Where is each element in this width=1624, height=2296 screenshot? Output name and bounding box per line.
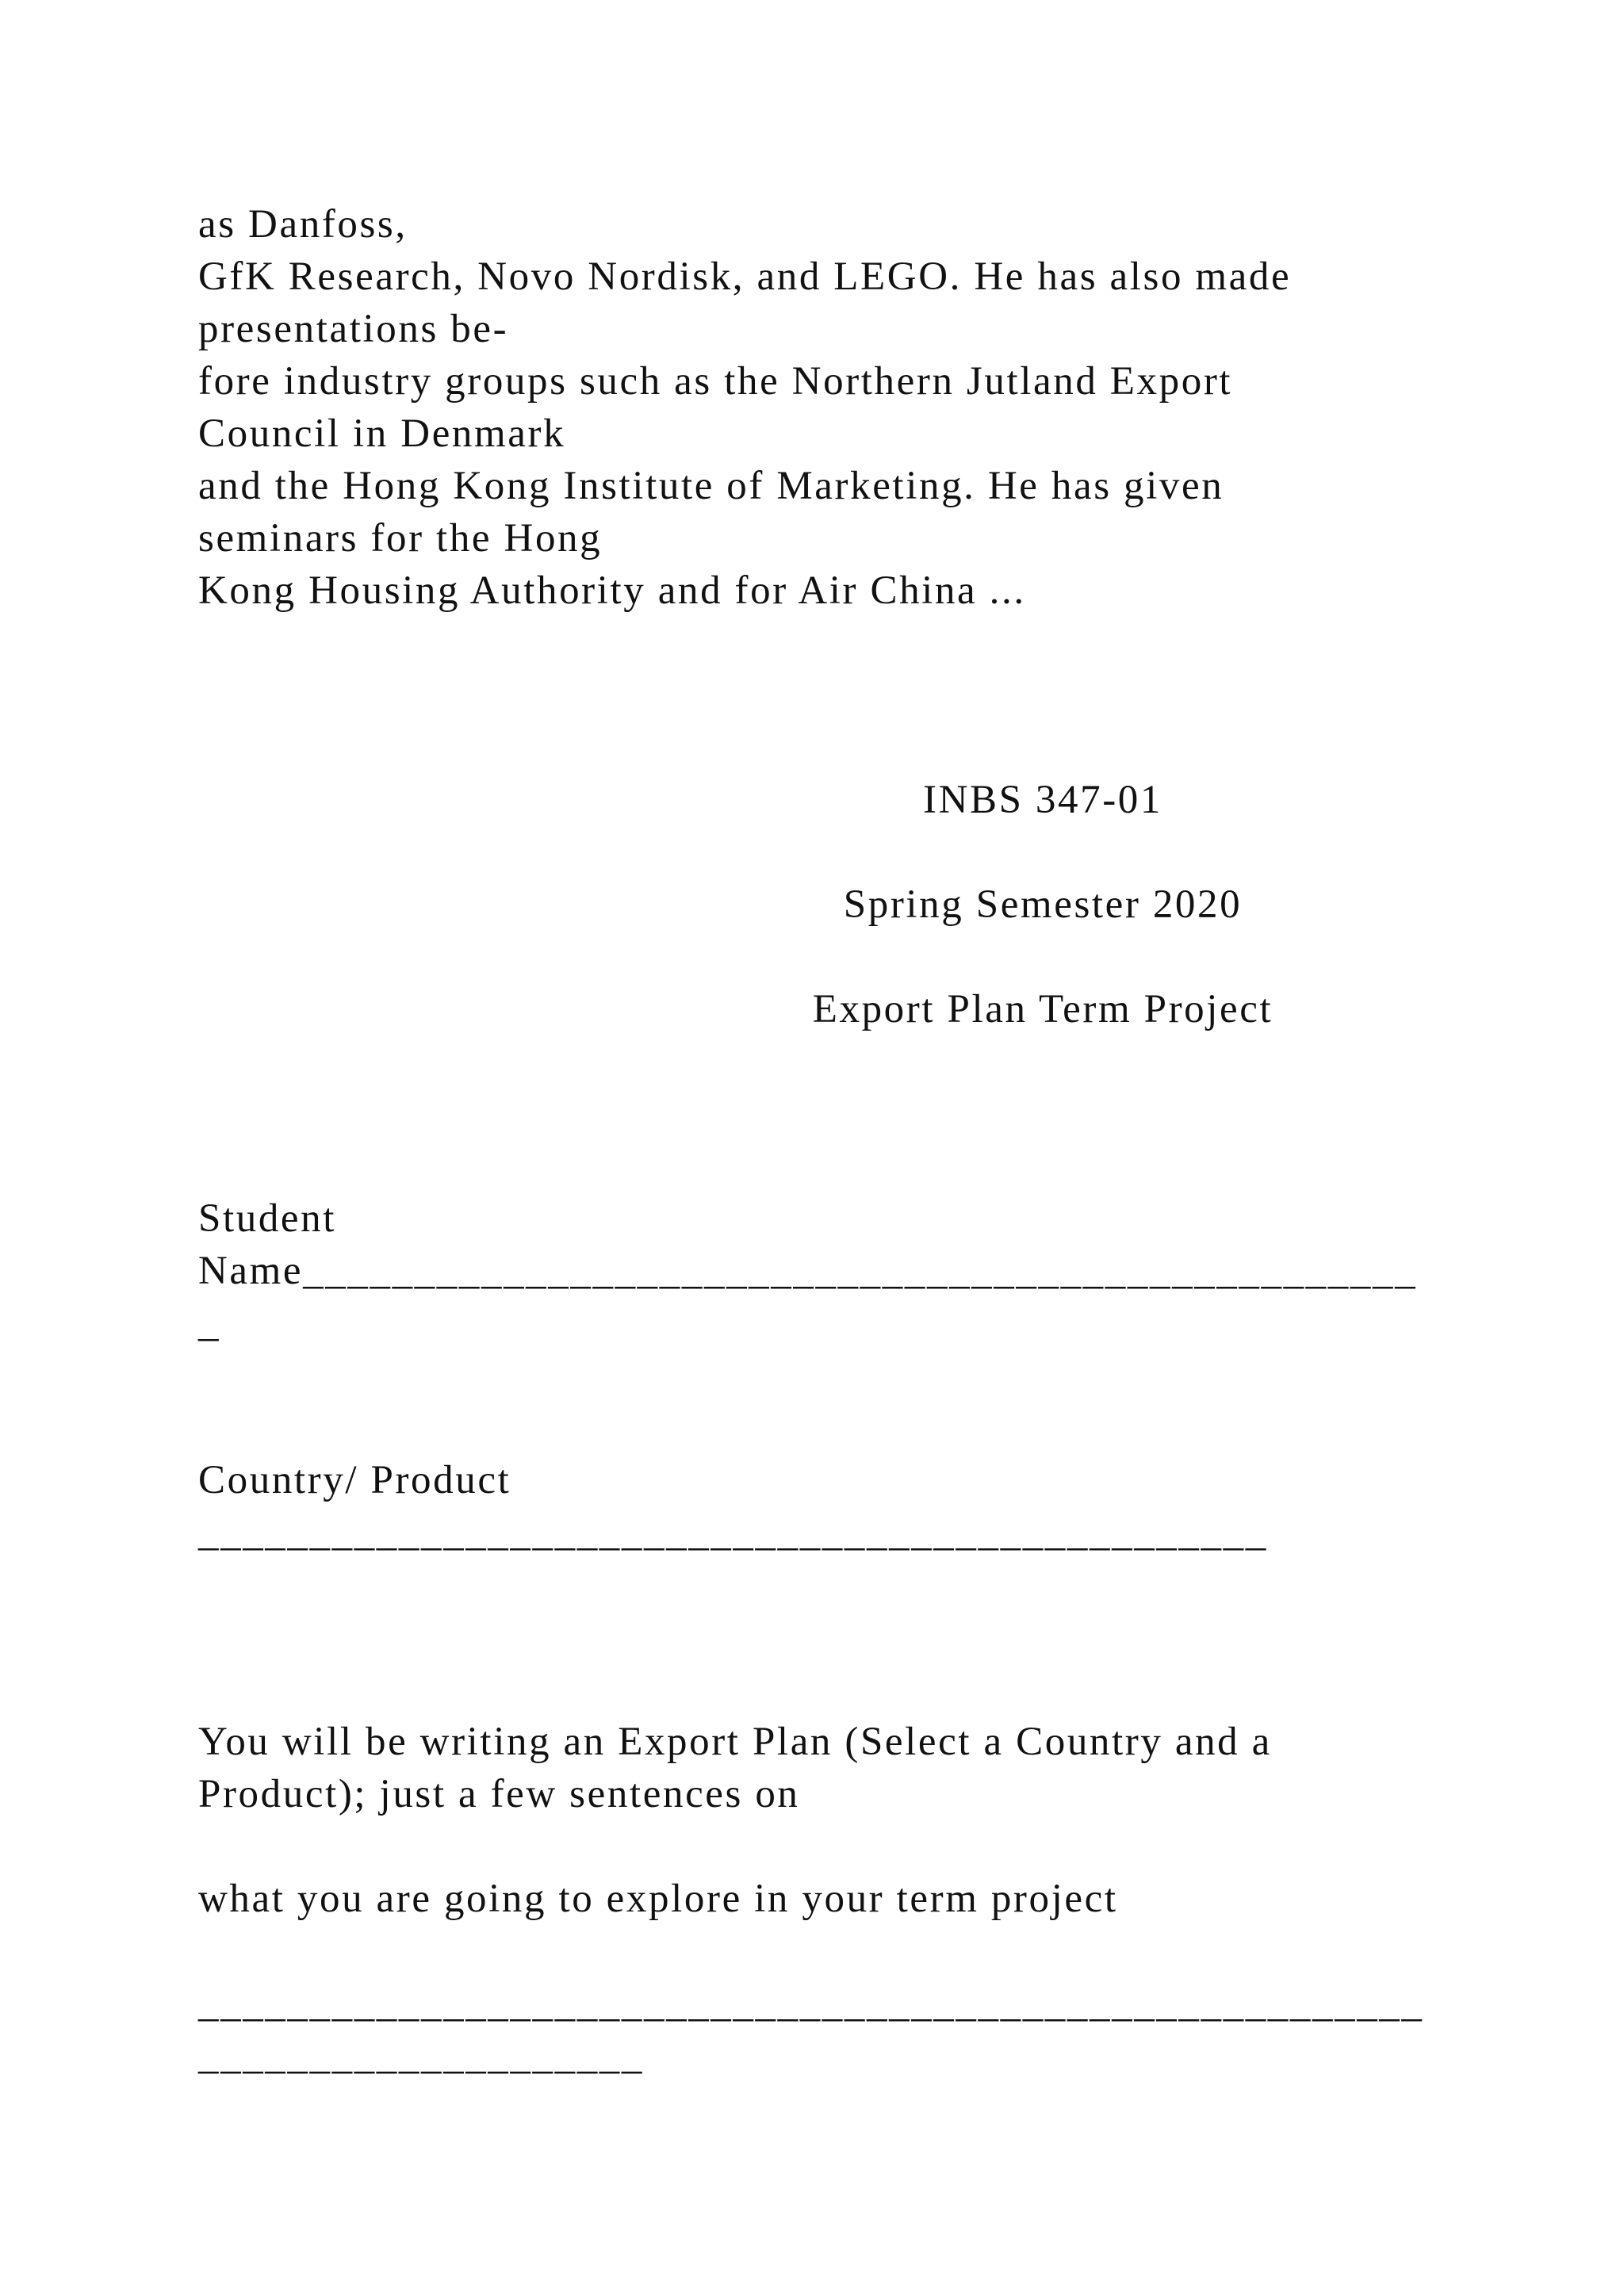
answer-line-2: ____________________ [198,2034,644,2078]
student-label: Student [198,1196,337,1241]
country-product-label: Country/ Product [198,1458,511,1502]
bio-line-4: fore industry groups such as the Northern Jutland Export [198,359,1233,404]
bio-line-5: Council in Denmark [198,411,566,456]
semester: Spring Semester 2020 [843,882,1243,927]
bio-line-6: and the Hong Kong Institute of Marketing. He has given [198,464,1224,508]
country-product-field: ________________________________________________ [198,1510,1268,1555]
bio-line-7: seminars for the Hong [198,516,603,561]
bio-line-2: GfK Research, Novo Nordisk, and LEGO. He has also made [198,254,1292,299]
instruction-line-3: what you are going to explore in your term project [198,1877,1118,1921]
project-title: Export Plan Term Project [812,987,1274,1031]
bio-line-1: as Danfoss, [198,202,408,247]
course-code: INBS 347-01 [922,778,1163,822]
student-name-field-cont: _ [198,1301,221,1345]
bio-line-8: Kong Housing Authority and for Air China ... [198,568,1026,613]
answer-line-1: _______________________________________________________ [198,1981,1424,2026]
bio-line-3: presentations be- [198,307,509,351]
instruction-line-2: Product); just a few sentences on [198,1772,800,1816]
instruction-line-1: You will be writing an Export Plan (Select a Country and a [198,1720,1272,1764]
student-name-field: Name__________________________________________________ [198,1249,1418,1293]
